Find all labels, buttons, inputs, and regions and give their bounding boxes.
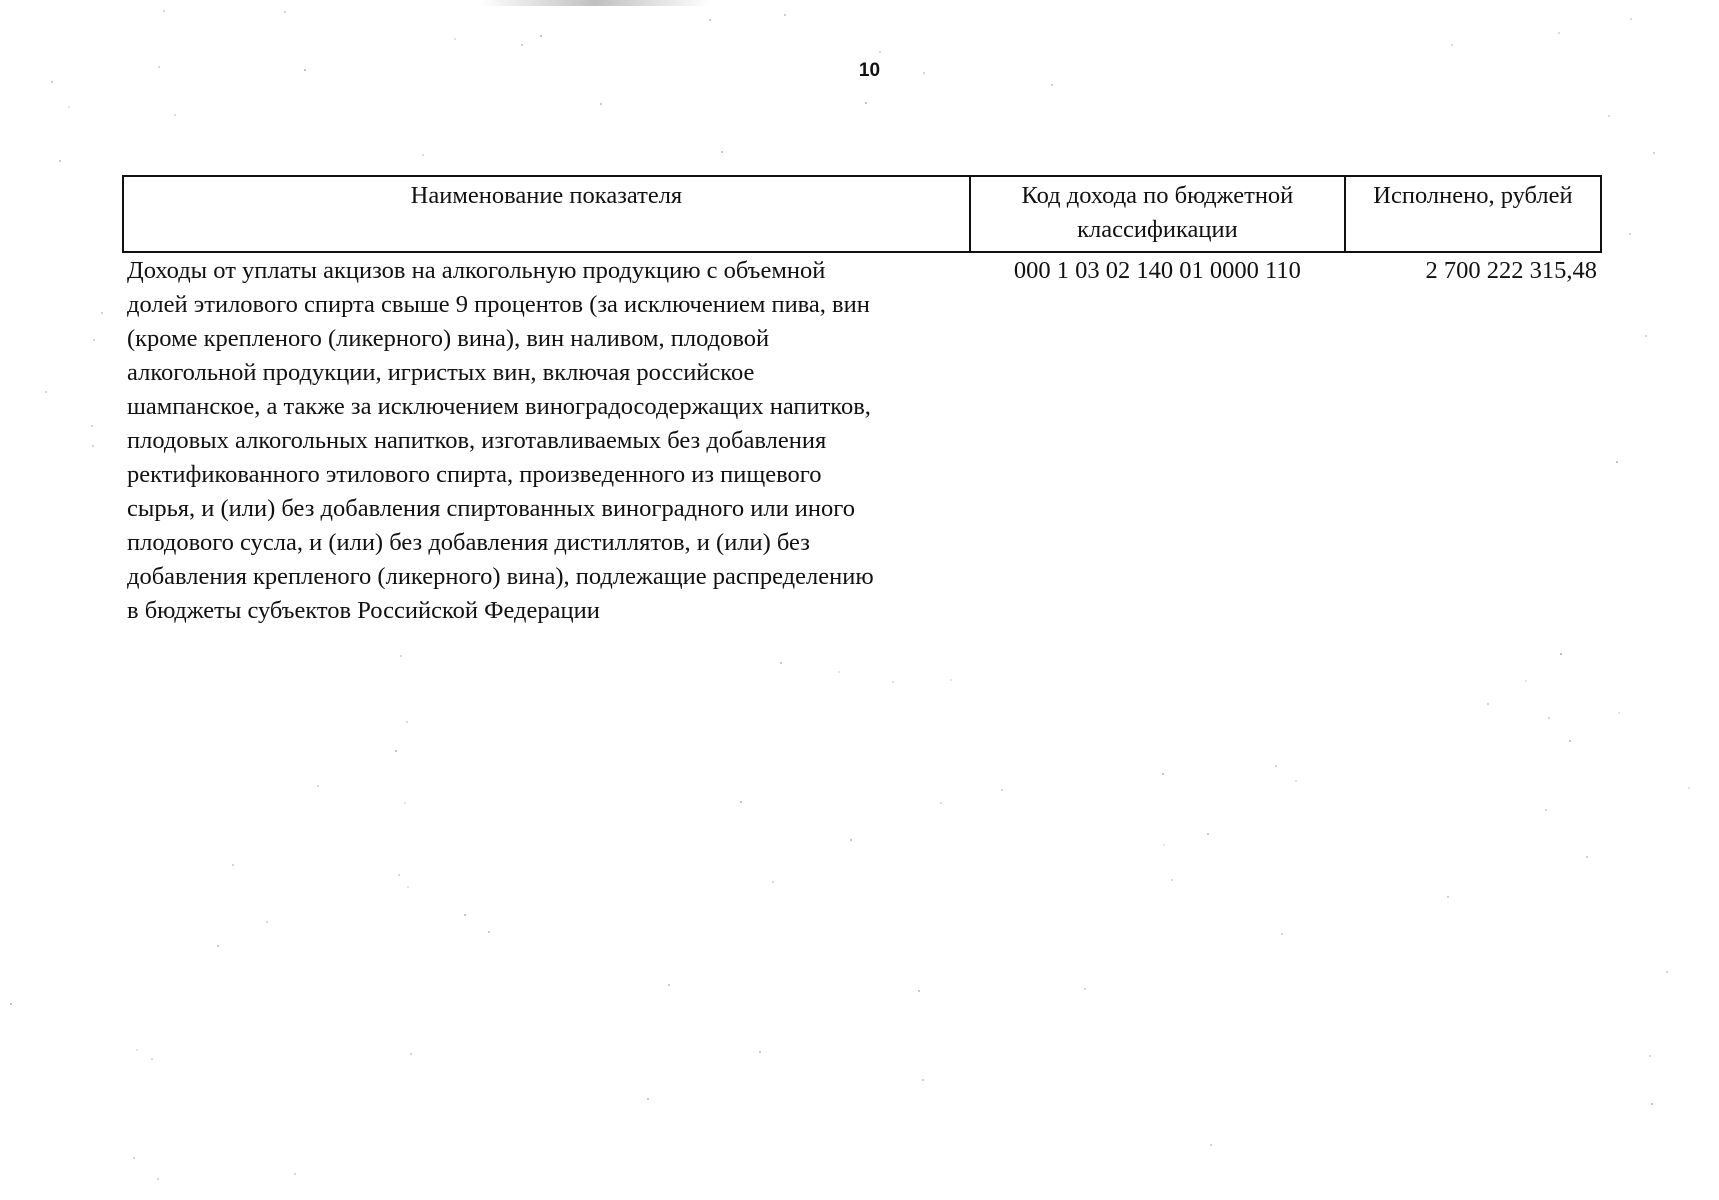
scan-speck: [158, 66, 160, 68]
scan-speck: [540, 35, 542, 37]
scan-speck: [1608, 115, 1610, 117]
report-table: [122, 175, 1602, 628]
scan-speck: [1545, 809, 1547, 811]
indicator-name-line: плодовых алкогольных напитков, изготавливаемых без добавления: [127, 427, 827, 454]
scan-speck: [464, 914, 466, 916]
scan-speck: [1487, 703, 1489, 705]
scan-speck: [163, 10, 165, 12]
scan-speck: [1281, 933, 1283, 935]
scan-speck: [1447, 896, 1449, 898]
indicator-name-line: в бюджеты субъектов Российской Федерации: [127, 597, 600, 624]
scan-speck: [10, 1003, 12, 1005]
scan-speck: [68, 106, 70, 108]
scan-speck: [950, 679, 952, 681]
scan-speck: [1548, 717, 1550, 719]
scan-speck: [772, 881, 774, 883]
indicator-name-line: (кроме крепленого (ликерного) вина), вин наливом, плодовой: [127, 325, 770, 352]
indicator-name-line: Доходы от уплаты акцизов на алкогольную продукцию с объемной: [127, 257, 826, 284]
scan-speck: [1295, 780, 1297, 782]
scan-speck: [1645, 335, 1647, 337]
scan-speck: [879, 51, 881, 53]
scan-speck: [488, 931, 490, 933]
scan-speck: [174, 114, 176, 116]
indicator-name-line: алкогольной продукции, игристых вин, включая российское: [127, 359, 755, 386]
scan-speck: [1618, 712, 1620, 714]
scan-speck: [157, 1178, 159, 1180]
scan-speck: [45, 391, 47, 393]
scan-speck: [1171, 879, 1173, 881]
scan-speck: [398, 874, 400, 876]
scan-speck: [647, 1098, 649, 1100]
scan-speck: [1525, 680, 1527, 682]
scan-speck: [410, 1053, 412, 1055]
scan-speck: [1051, 84, 1053, 86]
indicator-name-line: долей этилового спирта свыше 9 процентов (за исключением пива, вин: [127, 291, 870, 318]
scan-speck: [92, 445, 94, 447]
budget-code-cell: 000 1 03 02 140 01 0000 110: [1013, 257, 1301, 284]
scan-speck: [1630, 18, 1632, 20]
scan-speck: [721, 151, 723, 153]
scan-speck: [93, 339, 95, 341]
scan-speck: [740, 801, 742, 803]
indicator-name-cell: [123, 252, 970, 628]
scan-speck: [1558, 32, 1560, 34]
scan-speck: [400, 655, 402, 657]
scan-speck: [59, 160, 61, 162]
indicator-name-line: ректификованного этилового спирта, произведенного из пищевого: [127, 461, 822, 488]
scan-speck: [1666, 971, 1668, 973]
scan-speck: [922, 1079, 924, 1081]
scan-speck: [1569, 740, 1571, 742]
scan-speck: [1451, 44, 1453, 46]
header-amount: Исполнено, рублей: [1345, 176, 1601, 252]
scan-speck: [317, 785, 319, 787]
scan-speck: [136, 1049, 138, 1051]
scan-speck: [668, 984, 670, 986]
scan-speck: [1688, 787, 1690, 789]
scan-speck: [1560, 653, 1562, 655]
scan-speck: [1275, 765, 1277, 767]
scan-speck: [759, 1051, 761, 1053]
scan-speck: [284, 11, 286, 13]
header-name: Наименование показателя: [123, 176, 970, 252]
indicator-name-line: плодового сусла, и (или) без добавления дистиллятов, и (или) без: [127, 529, 810, 556]
indicator-name-line: добавления крепленого (ликерного) вина), подлежащие распределению: [127, 563, 874, 590]
scan-speck: [217, 945, 219, 947]
page-number: 10: [858, 60, 881, 81]
scan-speck: [51, 81, 53, 83]
scan-smudge: [480, 0, 710, 6]
scan-speck: [1653, 152, 1655, 154]
scan-speck: [940, 802, 942, 804]
scan-speck: [1207, 833, 1209, 835]
scan-speck: [404, 802, 406, 804]
scan-speck: [1084, 988, 1086, 990]
scan-speck: [151, 1058, 153, 1060]
scan-speck: [91, 425, 93, 427]
scan-speck: [1616, 461, 1618, 463]
scan-speck: [1651, 1103, 1653, 1105]
scan-speck: [1163, 844, 1165, 846]
scan-speck: [454, 38, 456, 40]
scan-speck: [1629, 233, 1631, 235]
scan-speck: [865, 102, 867, 104]
indicator-name-line: шампанское, а также за исключением виноградосодержащих напитков,: [127, 393, 871, 420]
scan-speck: [232, 864, 234, 866]
scan-speck: [1649, 1055, 1651, 1057]
scan-speck: [406, 721, 408, 723]
table-header-row: [123, 176, 1601, 252]
scan-speck: [709, 19, 711, 21]
scan-speck: [780, 662, 782, 664]
scan-speck: [784, 14, 786, 16]
executed-amount-cell: 2 700 222 315,48: [1425, 257, 1597, 284]
scan-speck: [304, 69, 306, 71]
scan-speck: [395, 750, 397, 752]
table-row: [123, 252, 1601, 628]
scan-speck: [266, 921, 268, 923]
scan-speck: [1001, 789, 1003, 791]
scan-speck: [294, 1173, 296, 1175]
scan-speck: [850, 839, 852, 841]
scan-speck: [918, 990, 920, 992]
scan-speck: [838, 671, 840, 673]
scan-speck: [1210, 1144, 1212, 1146]
indicator-name-line: сырья, и (или) без добавления спиртованных виноградного или иного: [127, 495, 855, 522]
scan-speck: [600, 103, 602, 105]
scan-speck: [422, 154, 424, 156]
scan-speck: [892, 681, 894, 683]
scan-speck: [133, 1157, 135, 1159]
scan-speck: [407, 886, 409, 888]
scan-speck: [1162, 773, 1164, 775]
header-code: Код дохода по бюджетной классификации: [970, 176, 1345, 252]
scan-speck: [521, 44, 523, 46]
scan-speck: [1586, 856, 1588, 858]
scan-speck: [923, 72, 925, 74]
scan-speck: [101, 312, 103, 314]
